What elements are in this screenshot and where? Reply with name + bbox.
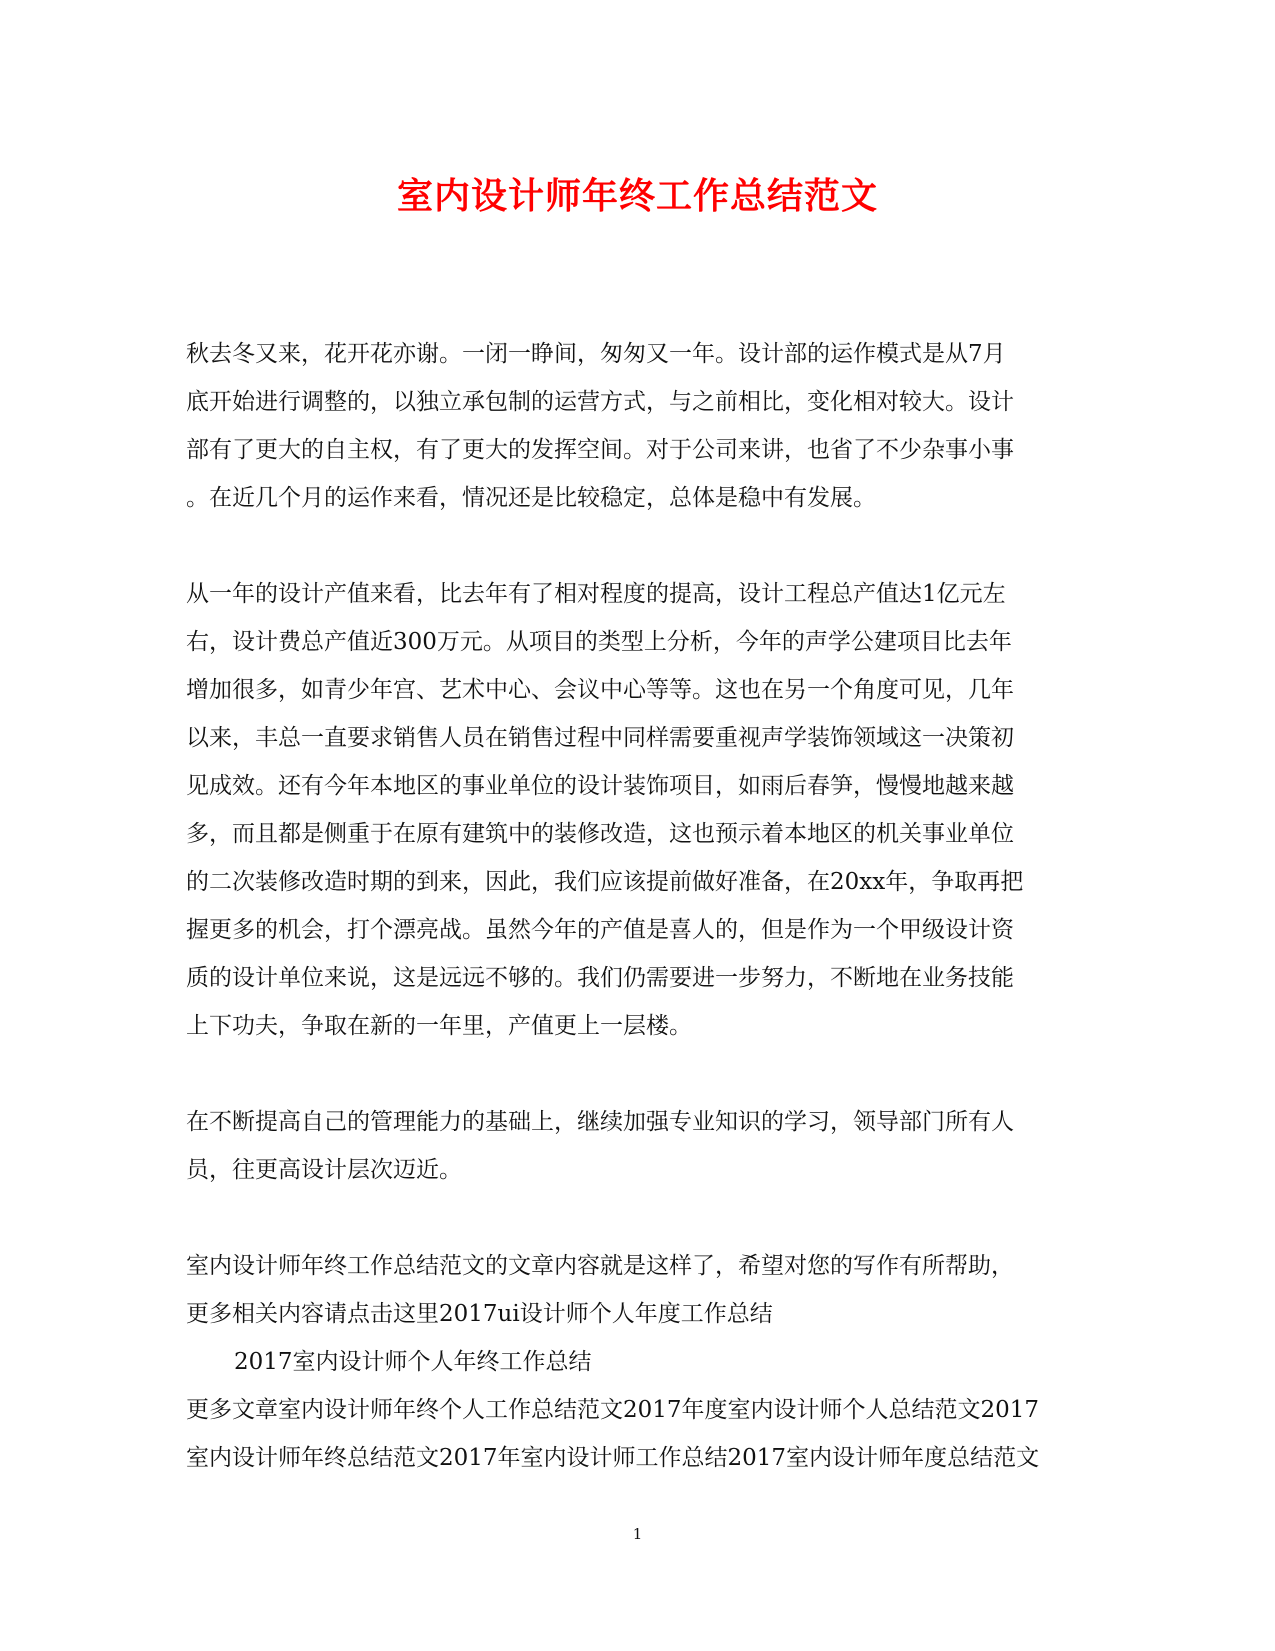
- text-line: 员，往更高设计层次迈近。: [186, 1157, 462, 1183]
- text-line: 部有了更大的自主权，有了更大的发挥空间。对于公司来讲，也省了不少杂事小事: [186, 437, 1014, 463]
- text-line: 握更多的机会，打个漂亮战。虽然今年的产值是喜人的，但是作为一个甲级设计资: [186, 917, 1014, 943]
- text-line: 秋去冬又来，花开花亦谢。一闭一睁间，匆匆又一年。设计部的运作模式是从7月: [186, 341, 1006, 367]
- page-number: 1: [632, 1525, 643, 1543]
- text-line: 的二次装修改造时期的到来，因此，我们应该提前做好准备，在20xx年，争取再把: [186, 869, 1024, 895]
- text-line: 右，设计费总产值近300万元。从项目的类型上分析，今年的声学公建项目比去年: [186, 629, 1012, 655]
- text-line: 上下功夫，争取在新的一年里，产值更上一层楼。: [186, 1013, 692, 1039]
- related-link[interactable]: 2017室内设计师个人年终工作总结: [234, 1349, 592, 1375]
- text-line: 见成效。还有今年本地区的事业单位的设计装饰项目，如雨后春笋，慢慢地越来越: [186, 773, 1014, 799]
- paragraph-2: [186, 570, 1091, 1050]
- closing-paragraph: [186, 1242, 1091, 1482]
- text-line: 从一年的设计产值来看，比去年有了相对程度的提高，设计工程总产值达1亿元左: [186, 581, 1006, 607]
- text-line: 增加很多，如青少年宫、艺术中心、会议中心等等。这也在另一个角度可见，几年: [186, 677, 1014, 703]
- text-line: 在不断提高自己的管理能力的基础上，继续加强专业知识的学习，领导部门所有人: [186, 1109, 1014, 1135]
- text-line: 质的设计单位来说，这是远远不够的。我们仍需要进一步努力，不断地在业务技能: [186, 965, 1014, 991]
- paragraph-1: [186, 330, 1091, 522]
- text-line: 。在近几个月的运作来看，情况还是比较稳定，总体是稳中有发展。: [186, 485, 876, 511]
- paragraph-3: [186, 1098, 1091, 1194]
- text-line: 底开始进行调整的，以独立承包制的运营方式，与之前相比，变化相对较大。设计: [186, 389, 1014, 415]
- paragraph-spacer: [186, 1050, 1091, 1098]
- text-line: 以来，丰总一直要求销售人员在销售过程中同样需要重视声学装饰领域这一决策初: [186, 725, 1014, 751]
- document-body: [186, 330, 1091, 1482]
- paragraph-spacer: [186, 1194, 1091, 1242]
- text-line: 多，而且都是侧重于在原有建筑中的装修改造，这也预示着本地区的机关事业单位: [186, 821, 1014, 847]
- more-articles-line[interactable]: 更多文章室内设计师年终个人工作总结范文2017年度室内设计师个人总结范文2017: [186, 1397, 1040, 1423]
- related-link-line[interactable]: 更多相关内容请点击这里2017ui设计师个人年度工作总结: [186, 1301, 773, 1327]
- more-articles-line[interactable]: 室内设计师年终总结范文2017年室内设计师工作总结2017室内设计师年度总结范文: [186, 1445, 1040, 1471]
- text-line: 室内设计师年终工作总结范文的文章内容就是这样了，希望对您的写作有所帮助，: [186, 1253, 1014, 1279]
- document-title: 室内设计师年终工作总结范文: [396, 175, 878, 217]
- paragraph-spacer: [186, 522, 1091, 570]
